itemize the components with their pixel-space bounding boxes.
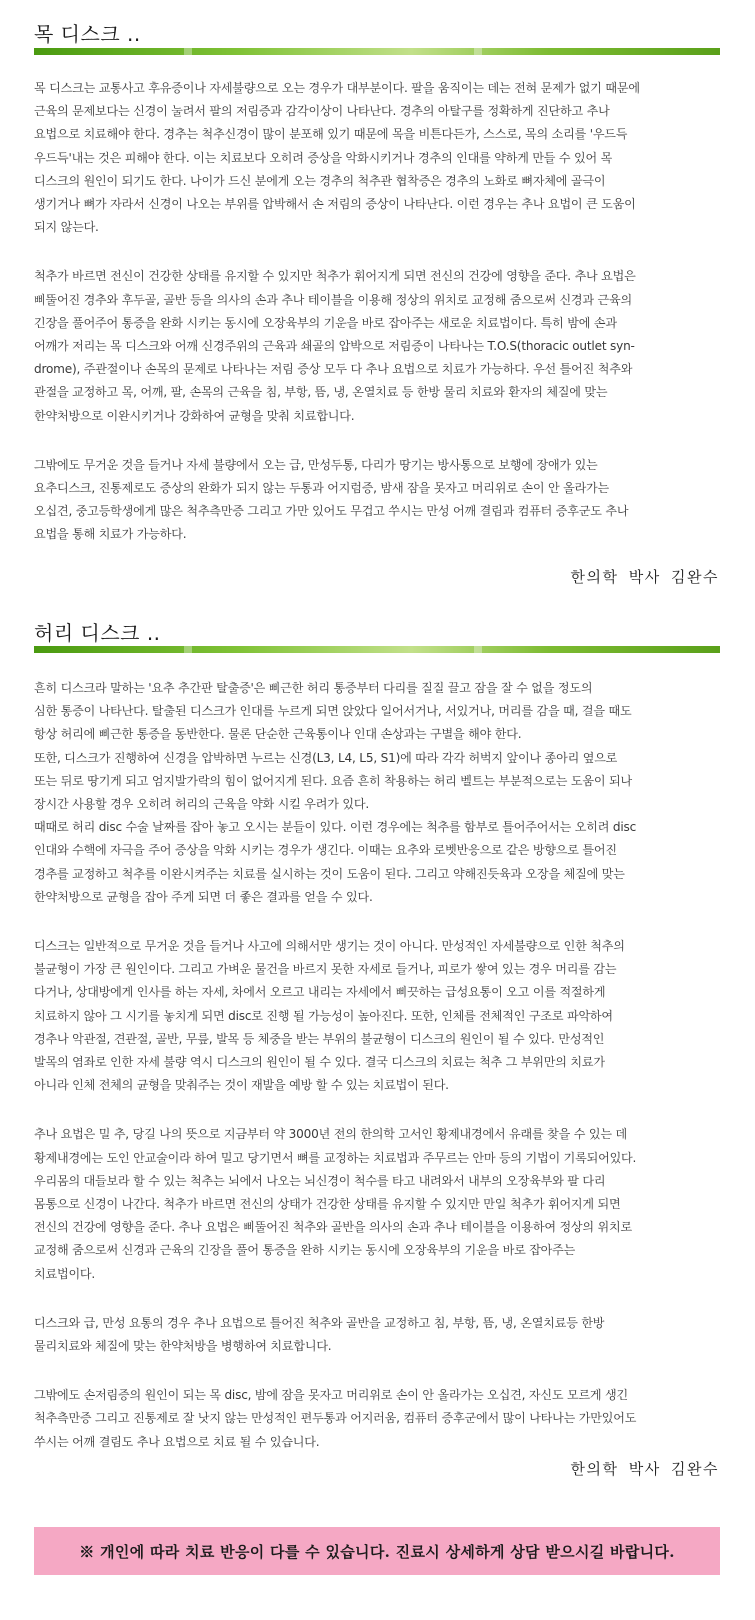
lumbar-paragraph-1: 흔히 디스크라 말하는 '요추 추간판 탈출증'은 삐근한 허리 통증부터 다리를 질질 끌고 잠을 잘 수 없을 정도의 심한 통증이 나타난다. 탈출된 디스크가 인대를 누르게 되면 앉았다 일어서거나, 서있거나, 머리를 감을 때, 걸을 때도 항상 허리에 삐근한 통증을 동반한다. 물론 단순한 근육통이나 인대 손상과는 구별을 해야 한다. 또한, 디스크가 진행하여 신경을 압박하면 누르는 신경(L3, L4, L5, S1)에 따라 각각 허벅지 앞이나 종아리 옆으로 또는 뒤로 땅기게 되고 엄지발가락의 힘이 없어지게 된다. 요즘 흔히 착용하는 허리 벨트는 부분적으로는 도움이 되나 장시간 사용할 경우 오히려 허리의 근육을 약화 시킬 우려가 있다. 때때로 허리 disc 수술 날짜를 잡아 놓고 오시는 분들이 있다. 이런 경우에는 척추를 함부로 틀어주어서는 오히려 disc 인대와 수핵에 자극을 주어 증상을 악화 시키는 경우가 생긴다. 이때는 요추와 로벳반응으로 같은 방향으로 틀어진 경추를 교정하고 척추를 이완시켜주는 치료를 실시하는 것이 도움이 된다. 그리고 약해진듯육과 오장을 체질에 맞는 한약처방으로 균형을 잡아 주게 되면 더 좋은 결과를 얻을 수 있다.	[34, 681, 637, 904]
lumbar-signature: 한의학 박사 김완수	[570, 1460, 719, 1478]
lumbar-content	[34, 677, 724, 1480]
lumbar-paragraph-5: 그밖에도 손저림증의 원인이 되는 목 disc, 밤에 잠을 못자고 머리위로 손이 안 올라가는 오십견, 자신도 모르게 생긴 척추측만증 그리고 진통제로 잘 낫지 않는 만성적인 편두통과 어지러움, 컴퓨터 증후군에서 많이 나타나는 가만있어도 쑤시는 어깨 결림도 추나 요법으로 치료 될 수 있습니다.	[34, 1388, 637, 1449]
neck-section-title: 목 디스크 ..	[34, 22, 141, 46]
neck-signature: 한의학 박사 김완수	[570, 568, 719, 586]
notice-text: ※ 개인에 따라 치료 반응이 다를 수 있습니다. 진료시 상세하게 상담 받으시길 바랍니다.	[79, 1542, 675, 1561]
neck-paragraph-1: 목 디스크는 교통사고 후유증이나 자세불량으로 오는 경우가 대부분이다. 팔을 움직이는 데는 전혀 문제가 없기 때문에 근육의 문제보다는 신경이 눌려서 팔의 저림증과 감각이상이 나타난다. 경추의 아탈구를 정확하게 진단하고 추나 요법으로 치료해야 한다. 경추는 척추신경이 많이 분포해 있기 때문에 목을 비튼다든가, 스스로, 목의 소리를 '우드득 우드득'내는 것은 피해야 한다. 이는 치료보다 오히려 증상을 악화시키거나 경추의 인대를 약하게 만들 수 있어 목 디스크의 원인이 되기도 한다. 나이가 드신 분에게 오는 경추의 척추관 협착증은 경추의 노화로 뼈자체에 골극이 생기거나 뼈가 자라서 신경이 나오는 부위를 압박해서 손 저림의 증상이 나타난다. 이런 경우는 추나 요법이 큰 도움이 되지 않는다.	[34, 81, 640, 235]
lumbar-paragraph-4: 디스크와 급, 만성 요통의 경우 추나 요법으로 틀어진 척추와 골반을 교정하고 침, 부항, 뜸, 냉, 온열치료등 한방 물리치료와 체질에 맞는 한약처방을 병행하여 치료합니다.	[34, 1315, 605, 1354]
neck-paragraph-2: 척추가 바르면 전신이 건강한 상태를 유지할 수 있지만 척추가 휘어지게 되면 전신의 건강에 영향을 준다. 추나 요법은 삐뚤어진 경추와 후두골, 골반 등을 의사의 손과 추나 테이블을 이용해 정상의 위치로 교정해 줌으로써 신경과 근육의 긴장을 풀어주어 통증을 완화 시키는 동시에 오장육부의 기운을 바로 잡아주는 새로운 치료법이다. 특히 밤에 손과 어깨가 저리는 목 디스크와 어깨 신경주위의 근육과 쇄골의 압박으로 저림증이 나타나는 T.O.S(thoracic outlet syn- drome), 주관절이나 손목의 문제로 나타나는 저림 증상 모두 다 추나 요법으로 치료가 가능하다. 우선 틀어진 척추와 관절을 교정하고 목, 어깨, 팔, 손목의 근육을 침, 부항, 뜸, 냉, 온열치료 등 한방 물리 치료와 환자의 체질에 맞는 한약처방으로 이완시키거나 강화하여 균형을 맞춰 치료합니다.	[34, 269, 636, 423]
lumbar-section-title: 허리 디스크 ..	[34, 621, 161, 645]
neck-paragraph-3: 그밖에도 무거운 것을 들거나 자세 불량에서 오는 급, 만성두통, 다리가 땅기는 방사통으로 보행에 장애가 있는 요추디스크, 진통제로도 증상의 완화가 되지 않는 두통과 어지럼증, 밤새 잠을 못자고 머리위로 손이 안 올라가는 오십견, 중고등학생에게 많은 척추측만증 그리고 가만 있어도 무겁고 쑤시는 만성 어깨 결림과 컴퓨터 증후군도 추나 요법을 통해 치료가 가능하다.	[34, 457, 629, 542]
neck-content	[34, 77, 724, 573]
neck-title-divider	[34, 48, 720, 55]
notice-banner	[34, 1527, 720, 1575]
lumbar-title-divider	[34, 646, 720, 653]
lumbar-paragraph-2: 디스크는 일반적으로 무거운 것을 들거나 사고에 의해서만 생기는 것이 아니다. 만성적인 자세불량으로 인한 척추의 불균형이 가장 큰 원인이다. 그리고 가벼운 물건을 바르지 못한 자세로 들거나, 피로가 쌓여 있는 경우 머리를 감는 다거나, 상대방에게 인사를 하는 자세, 차에서 오르고 내리는 자세에서 삐끗하는 급성요통이 오고 이를 적절하게 치료하지 않아 그 시기를 놓치게 되면 disc로 진행 될 가능성이 높아진다. 또한, 인체를 전체적인 구조로 파악하여 경추나 악관절, 견관절, 골반, 무릎, 발목 등 체중을 받는 부위의 불균형이 디스크의 원인이 될 수 있다. 만성적인 발목의 염좌로 인한 자세 불량 역시 디스크의 원인이 될 수 있다. 결국 디스크의 치료는 척추 그 부위만의 치료가 아니라 인체 전체의 균형을 맞춰주는 것이 재발을 예방 할 수 있는 치료법이 된다.	[34, 939, 625, 1093]
lumbar-paragraph-3: 추나 요법은 밀 추, 당길 나의 뜻으로 지금부터 약 3000년 전의 한의학 고서인 황제내경에서 유래를 찾을 수 있는 데 황제내경에는 도인 안교술이라 하여 밀고 당기면서 뼈를 교정하는 치료법과 주무르는 안마 등의 기법이 기록되어있다. 우리몸의 대들보라 할 수 있는 척추는 뇌에서 나오는 뇌신경이 척수를 타고 내려와서 내부의 오장육부와 팔 다리 몸통으로 신경이 나간다. 척추가 바르면 전신의 상태가 건강한 상태를 유지할 수 있지만 만일 척추가 휘어지게 되면 전신의 건강에 영향을 준다. 추나 요법은 삐뚤어진 척추와 골반을 의사의 손과 추나 테이블을 이용하여 정상의 위치로 교정해 줌으로써 신경과 근육의 긴장을 풀어 통증을 완하 시키는 동시에 오장육부의 기운을 바로 잡아주는 치료법이다.	[34, 1127, 637, 1281]
